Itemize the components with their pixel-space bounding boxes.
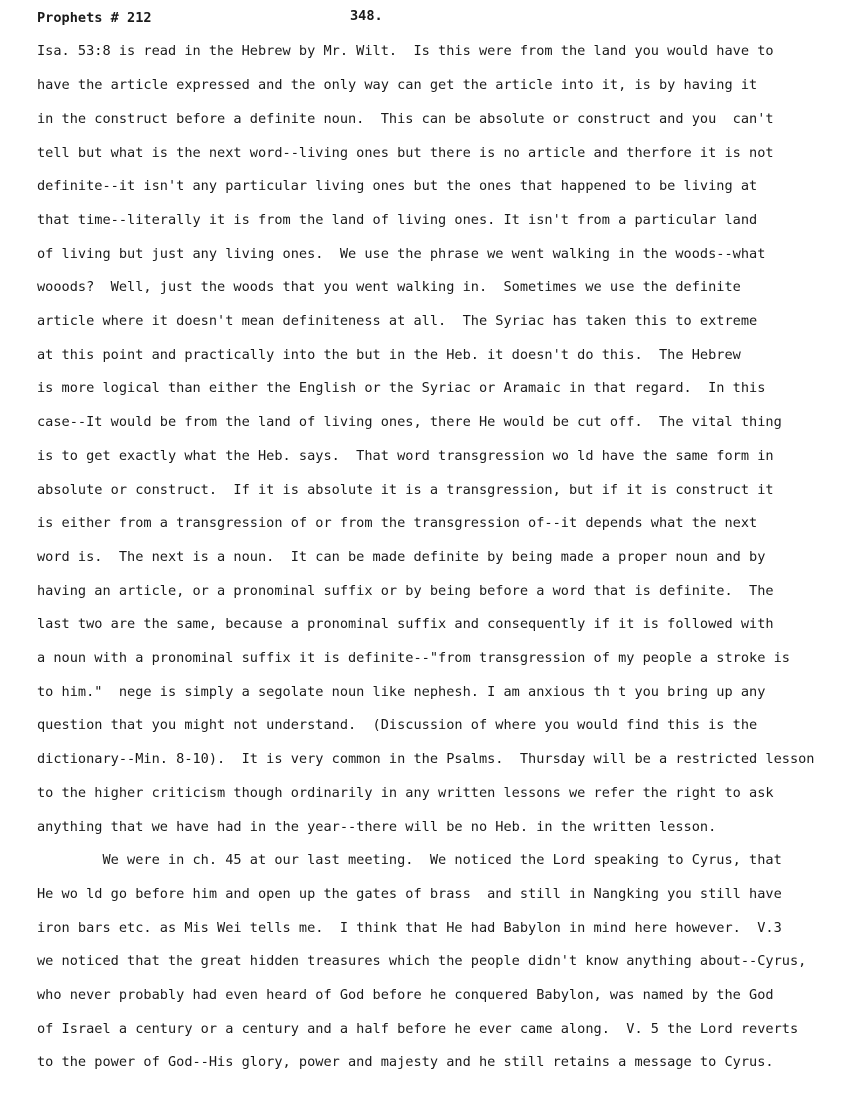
text-line: is to get exactly what the Heb. says. That word transgression wo ld have the same form in xyxy=(37,448,774,464)
text-line: We were in ch. 45 at our last meeting. We noticed the Lord speaking to Cyrus, that xyxy=(37,852,782,868)
text-line: dictionary--Min. 8-10). It is very common in the Psalms. Thursday will be a restricted lesson xyxy=(37,751,815,767)
text-line: of living but just any living ones. We use the phrase we went walking in the woods--what xyxy=(37,246,766,262)
text-line: to the power of God--His glory, power and majesty and he still retains a message to Cyrus. xyxy=(37,1054,774,1070)
text-line: a noun with a pronominal suffix it is definite--"from transgression of my people a stroke is xyxy=(37,650,790,666)
text-line: definite--it isn't any particular living ones but the ones that happened to be living at xyxy=(37,178,758,194)
text-line: Isa. 53:8 is read in the Hebrew by Mr. Wilt. Is this were from the land you would have to xyxy=(37,43,774,59)
text-line: is either from a transgression of or from the transgression of--it depends what the next xyxy=(37,515,758,531)
text-line: last two are the same, because a pronominal suffix and consequently if it is followed with xyxy=(37,616,774,632)
text-line: case--It would be from the land of living ones, there He would be cut off. The vital thing xyxy=(37,414,782,430)
text-line: iron bars etc. as Mis Wei tells me. I think that He had Babylon in mind here however. V.3 xyxy=(37,920,782,936)
text-line: at this point and practically into the but in the Heb. it doesn't do this. The Hebrew xyxy=(37,347,741,363)
text-line: anything that we have had in the year--there will be no Heb. in the written lesson. xyxy=(37,819,717,835)
text-line: word is. The next is a noun. It can be made definite by being made a proper noun and by xyxy=(37,549,766,565)
text-line: who never probably had even heard of God before he conquered Babylon, was named by the God xyxy=(37,987,774,1003)
text-line: is more logical than either the English or the Syriac or Aramaic in that regard. In this xyxy=(37,380,766,396)
text-line: He wo ld go before him and open up the gates of brass and still in Nangking you still have xyxy=(37,886,782,902)
text-line: tell but what is the next word--living ones but there is no article and therfore it is not xyxy=(37,145,774,161)
text-line: we noticed that the great hidden treasures which the people didn't know anything about--Cyrus, xyxy=(37,953,807,969)
text-line: to him." nege is simply a segolate noun like nephesh. I am anxious th t you bring up any xyxy=(37,684,766,700)
page-header: Prophets # 212 xyxy=(37,10,152,26)
text-line: of Israel a century or a century and a half before he ever came along. V. 5 the Lord reverts xyxy=(37,1021,799,1037)
text-line: to the higher criticism though ordinarily in any written lessons we refer the right to ask xyxy=(37,785,774,801)
text-line: question that you might not understand. (Discussion of where you would find this is the xyxy=(37,717,758,733)
text-line: absolute or construct. If it is absolute it is a transgression, but if it is construct it xyxy=(37,482,774,498)
page-number: 348. xyxy=(350,8,383,24)
text-line: article where it doesn't mean definiteness at all. The Syriac has taken this to extreme xyxy=(37,313,758,329)
text-line: wooods? Well, just the woods that you went walking in. Sometimes we use the definite xyxy=(37,279,741,295)
text-line: that time--literally it is from the land of living ones. It isn't from a particular land xyxy=(37,212,758,228)
text-line: in the construct before a definite noun. This can be absolute or construct and you can't xyxy=(37,111,774,127)
text-line: having an article, or a pronominal suffix or by being before a word that is definite. The xyxy=(37,583,774,599)
text-line: have the article expressed and the only way can get the article into it, is by having it xyxy=(37,77,758,93)
